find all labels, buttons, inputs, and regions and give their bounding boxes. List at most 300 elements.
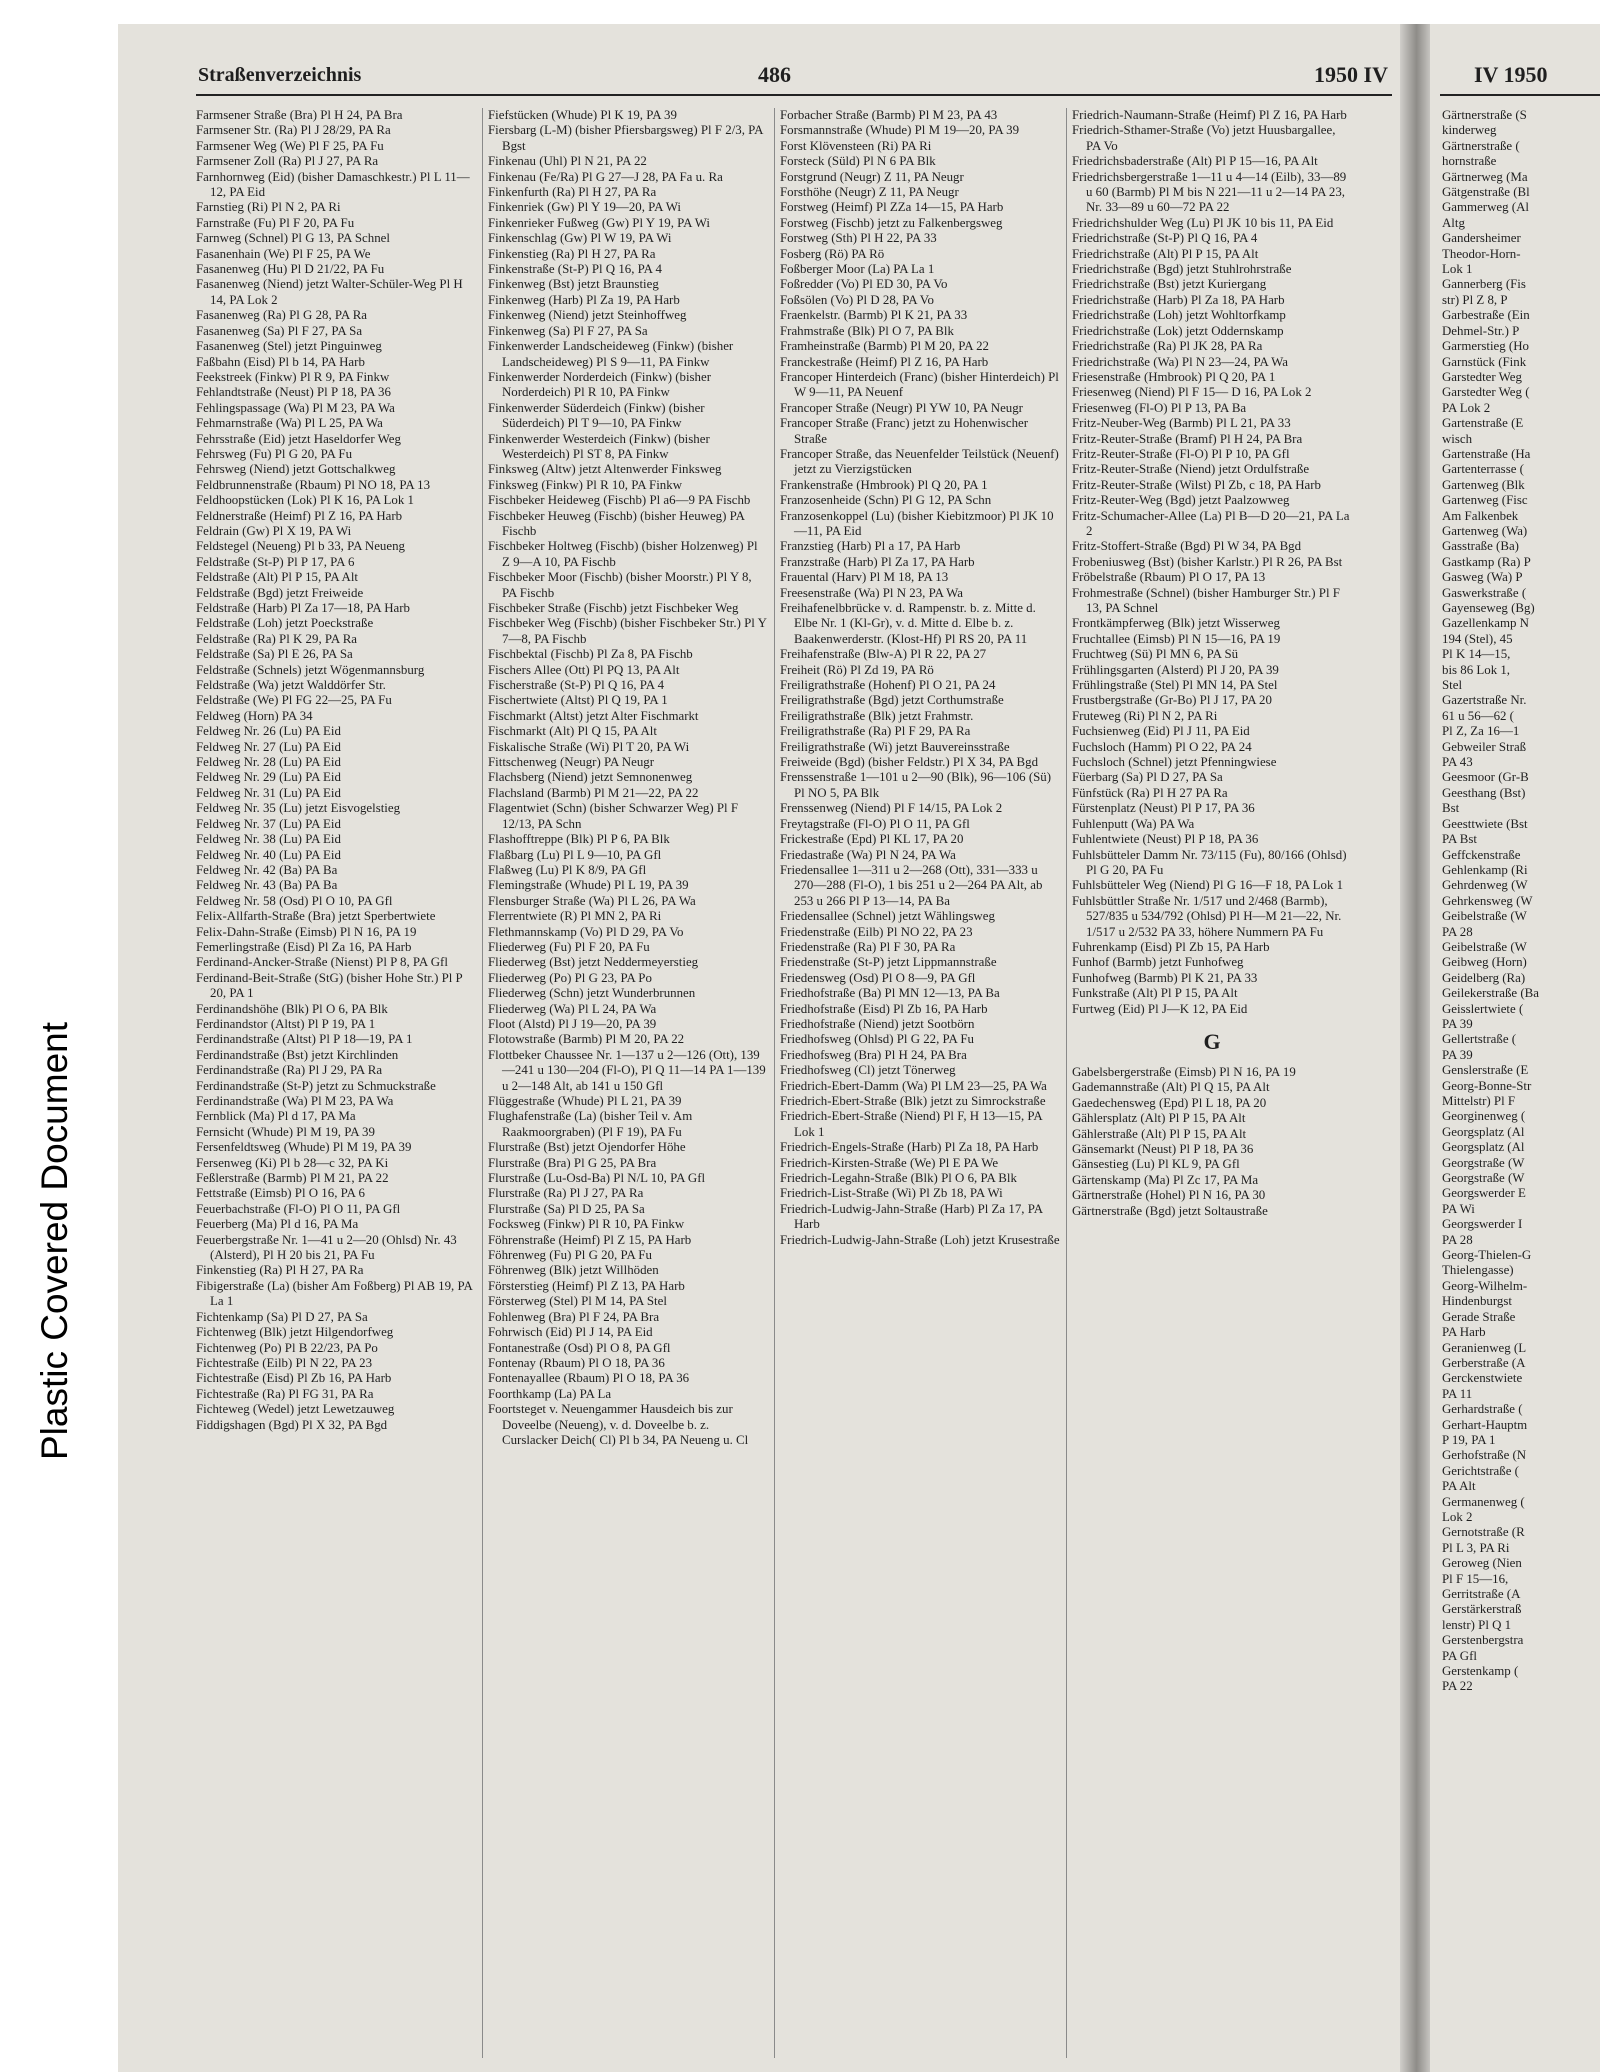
street-entry: Geisslertwiete (: [1442, 1001, 1524, 1016]
street-entry: Georg-Wilhelm-: [1442, 1278, 1528, 1293]
street-entry: Flachsberg (Niend) jetzt Semnonenweg: [488, 770, 693, 785]
street-entry: Friedrichsbergerstraße 1—11 u 4—14 (Eilb), 33—89 u 60 (Barmb) Pl M bis N 221—11 u 2—14 PA 23, Nr. 33—89 u 60—72 PA 22: [1072, 169, 1347, 215]
street-entry: Pl Z, Za 16—1: [1442, 724, 1520, 739]
street-entry: Georgstraße (W: [1442, 1155, 1525, 1170]
street-entry: Floot (Alstd) Pl J 19—20, PA 39: [488, 1016, 657, 1031]
street-entry: Gaedechensweg (Epd) Pl L 18, PA 20: [1072, 1095, 1267, 1110]
street-entry: Fruchtallee (Eimsb) Pl N 15—16, PA 19: [1072, 631, 1281, 646]
street-entry: Freytagstraße (Fl-O) Pl O 11, PA Gfl: [780, 816, 970, 831]
street-entry: Gerade Straße: [1442, 1309, 1516, 1324]
street-entry: Gazellenkamp N: [1442, 616, 1529, 631]
street-entry: Fischmarkt (Altst) jetzt Alter Fischmarkt: [488, 708, 699, 723]
right-header-rule: [1440, 94, 1600, 96]
street-entry: Flerrentwiete (R) Pl MN 2, PA Ri: [488, 909, 662, 924]
street-entry: Fritz-Reuter-Straße (Wilst) Pl Zb, c 18, PA Harb: [1072, 477, 1321, 492]
street-entry: Geidelberg (Ra): [1442, 970, 1526, 985]
street-entry: Gerritstraße (A: [1442, 1587, 1521, 1601]
street-entry: 194 (Stel), 45: [1442, 631, 1513, 646]
street-entry: Ferdinandstraße (Bst) jetzt Kirchlinden: [196, 1047, 399, 1062]
street-entry: Flashofftreppe (Blk) Pl P 6, PA Blk: [488, 832, 670, 847]
street-entry: PA Harb: [1442, 1325, 1486, 1340]
page-number: 486: [758, 62, 791, 87]
street-entry: Farmsener Straße (Bra) Pl H 24, PA Bra: [196, 108, 403, 122]
street-entry: Fuchsloch (Hamm) Pl O 22, PA 24: [1072, 739, 1252, 754]
street-entry: Finkenwerder Süderdeich (Finkw) (bisher Süderdeich) Pl T 9—10, PA Finkw: [488, 400, 705, 431]
street-entry: Fasanenweg (Stel) jetzt Pinguinweg: [196, 339, 382, 354]
street-entry: Fibigerstraße (La) (bisher Am Foßberg) Pl AB 19, PA La 1: [196, 1278, 473, 1309]
street-entry: Feldweg Nr. 42 (Ba) PA Ba: [196, 862, 338, 877]
street-entry: Genslerstraße (E: [1442, 1063, 1529, 1078]
street-entry: Feuerbergstraße Nr. 1—41 u 2—20 (Ohlsd) Nr. 43 (Alsterd), Pl H 20 bis 21, PA Fu: [196, 1232, 457, 1263]
street-entry: Fuhlentwiete (Neust) Pl P 18, PA 36: [1072, 832, 1259, 847]
street-entry: Fasanenweg (Ra) Pl G 28, PA Ra: [196, 308, 368, 323]
street-entry: Franzosenheide (Schn) Pl G 12, PA Schn: [780, 493, 992, 508]
street-entry: Freiligrathstraße (Blk) jetzt Frahmstr.: [780, 708, 974, 723]
street-entry: Friedrichstraße (Ra) Pl JK 28, PA Ra: [1072, 339, 1263, 354]
street-entry: Finkenfurth (Ra) Pl H 27, PA Ra: [488, 185, 657, 200]
street-entry: Stel: [1442, 678, 1463, 693]
street-entry: Fritz-Reuter-Straße (Niend) jetzt Ordulfstraße: [1072, 462, 1310, 477]
street-entry: Gasweg (Wa) P: [1442, 570, 1523, 585]
street-entry: Gannerberg (Fis: [1442, 277, 1526, 292]
street-entry: Furtweg (Eid) Pl J—K 12, PA Eid: [1072, 1001, 1248, 1016]
street-entry: Füerbarg (Sa) Pl D 27, PA Sa: [1072, 770, 1223, 785]
street-entry: Feldstraße (St-P) Pl P 17, PA 6: [196, 554, 355, 569]
street-entry: Frenssenstraße 1—101 u 2—90 (Blk), 96—106 (Sü) Pl NO 5, PA Blk: [780, 770, 1052, 800]
street-entry: Foßberger Moor (La) PA La 1: [780, 262, 935, 277]
street-entry: wisch: [1442, 431, 1473, 446]
street-entry: Fiskalische Straße (Wi) Pl T 20, PA Wi: [488, 739, 690, 754]
street-entry: PA Wi: [1442, 1201, 1475, 1216]
street-entry: Gazertstraße Nr.: [1442, 693, 1527, 708]
right-page-column: [1442, 108, 1600, 1695]
street-entry: Friedrichstraße (Harb) Pl Za 18, PA Harb: [1072, 292, 1285, 307]
street-entry: Fischbeker Straße (Fischb) jetzt Fischbeker Weg: [488, 601, 739, 615]
street-entry: Finkenschlag (Gw) Pl W 19, PA Wi: [488, 231, 672, 246]
street-entry: Geroweg (Nien: [1442, 1556, 1522, 1571]
right-page-header: IV 1950: [1474, 62, 1548, 87]
street-entry: Friedrichstraße (Lok) jetzt Oddernskamp: [1072, 323, 1284, 338]
street-entry: Flüggestraße (Whude) Pl L 21, PA 39: [488, 1094, 682, 1108]
street-entry: Feldhoopstücken (Lok) Pl K 16, PA Lok 1: [196, 493, 414, 508]
street-entry: Friedrich-Ludwig-Jahn-Straße (Loh) jetzt Krusestraße: [780, 1232, 1060, 1247]
street-entry: PA 39: [1442, 1016, 1473, 1031]
street-entry: Feldweg Nr. 29 (Lu) PA Eid: [196, 770, 341, 785]
street-entry: Friedhofstraße (Eisd) Pl Zb 16, PA Harb: [780, 1001, 988, 1016]
street-entry: Focksweg (Finkw) Pl R 10, PA Finkw: [488, 1217, 685, 1232]
street-entry: Finkenau (Uhl) Pl N 21, PA 22: [488, 154, 647, 169]
street-entry: PA Alt: [1442, 1479, 1476, 1494]
street-entry: Fontenay (Rbaum) Pl O 18, PA 36: [488, 1355, 665, 1370]
street-entry: Georg-Thielen-G: [1442, 1248, 1532, 1263]
street-entry: Garnstück (Fink: [1442, 354, 1527, 369]
street-entry: Garstedter Weg: [1442, 369, 1522, 384]
street-entry: PA Bst: [1442, 832, 1478, 847]
street-entry: Friedrichstraße (St-P) Pl Q 16, PA 4: [1072, 231, 1258, 246]
street-entry: Freiheit (Rö) Pl Zd 19, PA Rö: [780, 662, 934, 677]
street-entry: Fürstenplatz (Neust) Pl P 17, PA 36: [1072, 801, 1255, 816]
street-entry: Flurstraße (Sa) Pl D 25, PA Sa: [488, 1201, 645, 1216]
street-entry: Friedrich-Ebert-Damm (Wa) Pl LM 23—25, PA Wa: [780, 1078, 1047, 1093]
street-entry: Friedenstraße (Eilb) Pl NO 22, PA 23: [780, 924, 973, 939]
street-entry: Gaswerkstraße (: [1442, 585, 1527, 600]
street-entry: Forstweg (Sth) Pl H 22, PA 33: [780, 231, 937, 246]
street-entry: Foßsölen (Vo) Pl D 28, PA Vo: [780, 292, 934, 307]
street-entry: Feldstraße (Ra) Pl K 29, PA Ra: [196, 631, 358, 646]
street-entry: Ferdinandstraße (Altst) Pl P 18—19, PA 1: [196, 1032, 413, 1047]
street-entry: Forst Klövensteen (Ri) PA Ri: [780, 138, 932, 153]
street-entry: Forsteck (Süld) Pl N 6 PA Blk: [780, 154, 936, 169]
street-entry: Fehrsweg (Fu) Pl G 20, PA Fu: [196, 446, 353, 461]
street-entry: Finkenweg (Bst) jetzt Braunstieg: [488, 277, 659, 292]
street-entry: Fliederweg (Schn) jetzt Wunderbrunnen: [488, 986, 696, 1001]
street-entry: Georgsplatz (Al: [1442, 1140, 1525, 1155]
street-entry: Friedrich-Engels-Straße (Harb) Pl Za 18, PA Harb: [780, 1140, 1039, 1155]
street-entry: Feldstraße (Schnels) jetzt Wögenmannsburg: [196, 662, 425, 677]
street-entry: lenstr) Pl Q 1: [1442, 1617, 1512, 1632]
directory-column-3: [780, 108, 1060, 2058]
street-entry: Friedhofsweg (Bra) Pl H 24, PA Bra: [780, 1047, 967, 1062]
street-entry: Georginenweg (: [1442, 1109, 1526, 1124]
street-entry: PA 43: [1442, 755, 1473, 770]
street-entry: Fehlingspassage (Wa) Pl M 23, PA Wa: [196, 400, 395, 415]
street-entry: Feldstraße (Bgd) jetzt Freiweide: [196, 585, 364, 600]
street-entry: Frobeniusweg (Bst) (bisher Karlstr.) Pl R 26, PA Bst: [1072, 554, 1343, 569]
street-entry: Flaßweg (Lu) Pl K 8/9, PA Gfl: [488, 862, 647, 877]
street-entry: Friesenweg (Fl-O) Pl P 13, PA Ba: [1072, 400, 1247, 415]
header-year: 1950 IV: [1314, 62, 1388, 87]
street-entry: Fehlandtstraße (Neust) Pl P 18, PA 36: [196, 385, 391, 400]
street-entry: Felix-Dahn-Straße (Eimsb) Pl N 16, PA 19: [196, 924, 417, 939]
street-entry: Am Falkenbek: [1442, 508, 1519, 523]
street-entry: Frauental (Harv) Pl M 18, PA 13: [780, 570, 949, 585]
street-entry: Feldstraße (Alt) Pl P 15, PA Alt: [196, 570, 358, 585]
street-entry: Geibweg (Horn): [1442, 955, 1527, 970]
street-entry: Fliederweg (Wa) Pl L 24, PA Wa: [488, 1001, 657, 1016]
street-entry: Funkstraße (Alt) Pl P 15, PA Alt: [1072, 986, 1238, 1001]
street-entry: Farmsener Zoll (Ra) Pl J 27, PA Ra: [196, 154, 379, 169]
street-entry: Gasstraße (Ba): [1442, 539, 1519, 554]
street-entry: Forbacher Straße (Barmb) Pl M 23, PA 43: [780, 108, 998, 122]
street-entry: Theodor-Horn-: [1442, 246, 1521, 261]
street-entry: Friedrich-Ebert-Straße (Niend) Pl F, H 13—15, PA Lok 1: [780, 1109, 1043, 1139]
street-entry: Friesenweg (Niend) Pl F 15— D 16, PA Lok 2: [1072, 385, 1312, 400]
street-entry: Gerstenkamp (: [1442, 1664, 1519, 1679]
street-entry: Fraenkelstr. (Barmb) Pl K 21, PA 33: [780, 308, 968, 323]
street-entry: Ferdinand-Beit-Straße (StG) (bisher Hohe Str.) Pl P 20, PA 1: [196, 970, 463, 1001]
street-entry: Gellertstraße (: [1442, 1032, 1517, 1047]
street-entry: Feßlerstraße (Barmb) Pl M 21, PA 22: [196, 1171, 389, 1186]
street-entry: Friedensweg (Osd) Pl O 8—9, PA Gfl: [780, 970, 976, 985]
street-entry: Finkenstieg (Ra) Pl H 27, PA Ra: [488, 246, 656, 261]
street-entry: Friedensallee 1—311 u 2—268 (Ott), 331—333 u 270—288 (Fl-O), 1 bis 251 u 2—264 PA Alt, ab 253 u 266 Pl P 13—14, PA Ba: [780, 862, 1043, 908]
street-entry: Pl F 15—16,: [1442, 1571, 1509, 1586]
street-entry: Fehrsweg (Niend) jetzt Gottschalkweg: [196, 462, 396, 477]
street-entry: Fritz-Stoffert-Straße (Bgd) Pl W 34, PA Bgd: [1072, 539, 1302, 554]
street-entry: Freiligrathstraße (Ra) Pl F 29, PA Ra: [780, 724, 971, 739]
street-entry: Feuerberg (Ma) Pl d 16, PA Ma: [196, 1217, 359, 1232]
street-entry: Feldweg Nr. 38 (Lu) PA Eid: [196, 832, 341, 847]
street-entry: Framheinstraße (Barmb) Pl M 20, PA 22: [780, 339, 989, 354]
street-entry: Gerichtstraße (: [1442, 1463, 1519, 1478]
street-entry: Geesttwiete (Bst: [1442, 816, 1528, 831]
street-entry: Friedenstraße (Ra) Pl F 30, PA Ra: [780, 939, 956, 954]
street-entry: Fischbeker Heideweg (Fischb) Pl a6—9 PA Fischb: [488, 493, 751, 508]
street-entry: Friedrich-Naumann-Straße (Heimf) Pl Z 16, PA Harb: [1072, 108, 1347, 122]
directory-column-4: [1072, 108, 1352, 2058]
street-entry: Georgswerder E: [1442, 1186, 1526, 1201]
street-entry: Gebweiler Straß: [1442, 739, 1527, 754]
street-entry: Fichtenweg (Blk) jetzt Hilgendorfweg: [196, 1325, 394, 1340]
street-entry: Garbestraße (Ein: [1442, 308, 1530, 323]
street-entry: Mittelstr) Pl F: [1442, 1094, 1516, 1108]
street-entry: Georgstraße (W: [1442, 1171, 1525, 1186]
street-entry: Gastkamp (Ra) P: [1442, 554, 1531, 569]
street-entry: Franzstraße (Harb) Pl Za 17, PA Harb: [780, 554, 975, 569]
street-entry: Fünfstück (Ra) Pl H 27 PA Ra: [1072, 785, 1228, 800]
street-entry: Fischbeker Heuweg (Fischb) (bisher Heuweg) PA Fischb: [488, 508, 745, 538]
street-entry: Gernotstraße (R: [1442, 1525, 1525, 1540]
street-entry: Fichtestraße (Eisd) Pl Zb 16, PA Harb: [196, 1371, 392, 1386]
street-entry: Flottbeker Chaussee Nr. 1—137 u 2—126 (Ott), 139—241 u 130—204 (Fl-O), Pl Q 11—14 PA 1—139 u 2—148 Alt, ab 141 u 150 Gfl: [488, 1047, 766, 1093]
street-entry: Fuhlenputt (Wa) PA Wa: [1072, 816, 1195, 831]
street-entry: Freiligrathstraße (Wi) jetzt Bauvereinsstraße: [780, 739, 1010, 754]
street-entry: Fittschenweg (Neugr) PA Neugr: [488, 755, 655, 770]
street-entry: Friedrichstraße (Bgd) jetzt Stuhlrohrstraße: [1072, 262, 1292, 277]
street-entry: Forstgrund (Neugr) Z 11, PA Neugr: [780, 169, 964, 184]
street-entry: Fischbeker Weg (Fischb) (bisher Fischbeker Str.) Pl Y 7—8, PA Fischb: [488, 616, 767, 646]
street-entry: Germanenweg (: [1442, 1494, 1525, 1509]
street-entry: Fichtestraße (Ra) Pl FG 31, PA Ra: [196, 1386, 374, 1401]
street-entry: Franzosenkoppel (Lu) (bisher Kiebitzmoor) Pl JK 10—11, PA Eid: [780, 508, 1054, 538]
street-entry: Fiddigshagen (Bgd) Pl X 32, PA Bgd: [196, 1417, 388, 1432]
street-entry: Feekstreek (Finkw) Pl R 9, PA Finkw: [196, 369, 390, 384]
street-entry: 61 u 56—62 (: [1442, 708, 1514, 723]
header-title: Straßenverzeichnis: [198, 64, 362, 86]
street-entry: Fasanenhain (We) Pl F 25, PA We: [196, 246, 371, 261]
street-entry: Fruteweg (Ri) Pl N 2, PA Ri: [1072, 708, 1218, 723]
street-entry: Friedhofstraße (Niend) jetzt Sootbörn: [780, 1016, 975, 1031]
street-entry: Gartenweg (Blk: [1442, 477, 1525, 492]
street-entry: Gänsestieg (Lu) Pl KL 9, PA Gfl: [1072, 1157, 1240, 1172]
street-entry: Ferdinandstraße (Wa) Pl M 23, PA Wa: [196, 1094, 394, 1108]
street-entry: Fichteweg (Wedel) jetzt Lewetzauweg: [196, 1402, 395, 1417]
street-entry: Freihafenelbbrücke v. d. Rampenstr. b. z. Mitte d. Elbe Nr. 1 (Kl-Gr), v. d. Mitte d. Elbe b. z. Baakenwerderstr. (Klost-Hf) Pl RS 20, PA 11: [780, 601, 1036, 646]
street-entry: Feldstraße (Loh) jetzt Poeckstraße: [196, 616, 374, 631]
street-entry: Feuerbachstraße (Fl-O) Pl O 11, PA Gfl: [196, 1201, 401, 1216]
street-entry: Frenssenweg (Niend) Pl F 14/15, PA Lok 2: [780, 801, 1003, 816]
street-entry: kinderweg: [1442, 123, 1497, 138]
street-entry: Georgswerder I: [1442, 1217, 1523, 1232]
street-entry: Fichtenkamp (Sa) Pl D 27, PA Sa: [196, 1309, 368, 1324]
street-entry: Feldrain (Gw) Pl X 19, PA Wi: [196, 523, 352, 538]
street-entry: Friedhofstraße (Ba) Pl MN 12—13, PA Ba: [780, 986, 1000, 1001]
street-entry: Feldstraße (Sa) Pl E 26, PA Sa: [196, 647, 353, 662]
street-entry: Ferdinandstraße (St-P) jetzt zu Schmuckstraße: [196, 1078, 436, 1093]
plastic-covered-label: Plastic Covered Document: [34, 1021, 75, 1460]
street-entry: Feldweg Nr. 28 (Lu) PA Eid: [196, 755, 341, 770]
street-entry: Gerstärkerstraß: [1442, 1602, 1522, 1617]
street-entry: Feldweg Nr. 40 (Lu) PA Eid: [196, 847, 341, 862]
street-entry: Feldnerstraße (Heimf) Pl Z 16, PA Harb: [196, 508, 403, 523]
street-entry: Geesmoor (Gr-B: [1442, 770, 1529, 785]
street-entry: Pl K 14—15,: [1442, 647, 1511, 662]
column-divider: [774, 108, 775, 2058]
street-entry: Geranienweg (L: [1442, 1340, 1527, 1355]
street-entry: Fruchtweg (Sü) Pl MN 6, PA Sü: [1072, 647, 1239, 662]
street-entry: Fuchsloch (Schnel) jetzt Pfenningwiese: [1072, 755, 1277, 770]
street-entry: Garstedter Weg (: [1442, 385, 1530, 400]
street-entry: Farnhornweg (Eid) (bisher Damaschkestr.) Pl L 11—12, PA Eid: [196, 169, 470, 200]
street-entry: Farmsener Weg (We) Pl F 25, PA Fu: [196, 138, 384, 153]
street-entry: Fernblick (Ma) Pl d 17, PA Ma: [196, 1109, 356, 1124]
street-entry: Georg-Bonne-Str: [1442, 1078, 1532, 1093]
street-entry: Fasanenweg (Sa) Pl F 27, PA Sa: [196, 323, 363, 338]
street-entry: Gammerweg (Al: [1442, 200, 1529, 215]
street-entry: Fischerstraße (St-P) Pl Q 16, PA 4: [488, 678, 665, 693]
street-entry: Franzstieg (Harb) Pl a 17, PA Harb: [780, 539, 961, 554]
street-entry: Flurstraße (Bra) Pl G 25, PA Bra: [488, 1155, 657, 1170]
street-entry: Föhrenweg (Blk) jetzt Willhöden: [488, 1263, 659, 1278]
left-margin: [0, 0, 118, 2072]
street-entry: Gerstenbergstra: [1442, 1633, 1524, 1648]
street-entry: Fuhlsbütteler Damm Nr. 73/115 (Fu), 80/166 (Ohlsd) Pl G 20, PA Fu: [1072, 847, 1347, 877]
street-entry: Ferdinandstor (Altst) Pl P 19, PA 1: [196, 1016, 376, 1031]
street-entry: Feldbrunnenstraße (Rbaum) Pl NO 18, PA 13: [196, 477, 431, 492]
street-entry: Friedrichstraße (Bst) jetzt Kuriergang: [1072, 277, 1267, 292]
street-entry: Farnweg (Schnel) Pl G 13, PA Schnel: [196, 231, 390, 246]
street-entry: Geibelstraße (W: [1442, 909, 1527, 924]
street-entry: Feldweg Nr. 43 (Ba) PA Ba: [196, 878, 338, 893]
street-entry: Friedenstraße (St-P) jetzt Lippmannstraße: [780, 955, 997, 970]
street-entry: Feldweg Nr. 27 (Lu) PA Eid: [196, 739, 341, 754]
street-entry: Frankenstraße (Hmbrook) Pl Q 20, PA 1: [780, 477, 988, 492]
section-letter-heading: G: [1203, 1028, 1221, 1054]
street-entry: Geesthang (Bst): [1442, 785, 1526, 800]
street-entry: Feldweg Nr. 26 (Lu) PA Eid: [196, 724, 341, 739]
street-entry: Friedrich-Sthamer-Straße (Vo) jetzt Huusbargallee, PA Vo: [1072, 123, 1336, 153]
street-entry: Fiersbarg (L-M) (bisher Pfiersbargsweg) Pl F 2/3, PA Bgst: [488, 123, 763, 153]
street-entry: Finkenweg (Niend) jetzt Steinhoffweg: [488, 308, 687, 323]
street-entry: Gerhart-Hauptm: [1442, 1417, 1528, 1432]
street-entry: Fuhlsbütteler Weg (Niend) Pl G 16—F 18, PA Lok 1: [1072, 878, 1344, 893]
street-entry: Gärtnerstraße (S: [1442, 108, 1527, 122]
street-entry: Gartenterrasse (: [1442, 462, 1524, 477]
street-entry: Farnstraße (Fu) Pl F 20, PA Fu: [196, 215, 355, 230]
street-entry: Feldstegel (Neueng) Pl b 33, PA Neueng: [196, 539, 405, 554]
street-entry: Flurstraße (Bst) jetzt Ojendorfer Höhe: [488, 1140, 686, 1155]
street-entry: Gärtnerstraße (Hohel) Pl N 16, PA 30: [1072, 1188, 1266, 1203]
street-entry: Fuchsienweg (Eid) Pl J 11, PA Eid: [1072, 724, 1250, 739]
street-entry: Friedrich-List-Straße (Wi) Pl Zb 18, PA Wi: [780, 1186, 1003, 1201]
street-entry: Finkenwerder Norderdeich (Finkw) (bisher Norderdeich) Pl R 10, PA Finkw: [488, 369, 712, 400]
street-entry: Friedastraße (Wa) Pl N 24, PA Wa: [780, 847, 956, 862]
street-entry: Gademannstraße (Alt) Pl Q 15, PA Alt: [1072, 1080, 1270, 1095]
street-entry: Friedrich-Ebert-Straße (Blk) jetzt zu Simrockstraße: [780, 1094, 1046, 1108]
street-entry: Funhof (Barmb) jetzt Funhofweg: [1072, 955, 1244, 970]
street-entry: Finkenweg (Harb) Pl Za 19, PA Harb: [488, 292, 680, 307]
street-entry: Freiweide (Bgd) (bisher Feldstr.) Pl X 34, PA Bgd: [780, 755, 1039, 770]
street-entry: Hindenburgst: [1442, 1294, 1512, 1309]
street-entry: Geffckenstraße: [1442, 847, 1521, 862]
street-entry: Gählersplatz (Alt) Pl P 15, PA Alt: [1072, 1111, 1246, 1126]
street-entry: hornstraße: [1442, 154, 1497, 169]
street-entry: Foorthkamp (La) PA La: [488, 1386, 612, 1401]
street-entry: Fischers Allee (Ott) Pl PQ 13, PA Alt: [488, 662, 680, 677]
street-entry: Fritz-Neuber-Weg (Barmb) Pl L 21, PA 33: [1072, 416, 1291, 431]
street-entry: Ferdinandstraße (Ra) Pl J 29, PA Ra: [196, 1063, 383, 1078]
street-entry: Funhofweg (Barmb) Pl K 21, PA 33: [1072, 970, 1258, 985]
street-entry: Feldweg (Horn) PA 34: [196, 708, 313, 723]
street-entry: Friedhofsweg (Ohlsd) Pl G 22, PA Fu: [780, 1032, 974, 1047]
street-entry: Flagentwiet (Schn) (bisher Schwarzer Weg) Pl F 12/13, PA Schn: [488, 801, 739, 831]
street-entry: Fischbeker Moor (Fischb) (bisher Moorstr.) Pl Y 8, PA Fischb: [488, 570, 752, 600]
street-entry: PA 11: [1442, 1386, 1473, 1401]
street-entry: Friedrich-Ludwig-Jahn-Straße (Harb) Pl Za 17, PA Harb: [780, 1201, 1043, 1232]
street-entry: Fichtenweg (Po) Pl B 22/23, PA Po: [196, 1340, 378, 1355]
street-entry: Föhrenweg (Fu) Pl G 20, PA Fu: [488, 1248, 652, 1263]
street-entry: Fehrsstraße (Eid) jetzt Haseldorfer Weg: [196, 431, 401, 446]
street-entry: Gerhofstraße (N: [1442, 1448, 1527, 1463]
street-entry: Flurstraße (Ra) Pl J 27, PA Ra: [488, 1186, 644, 1201]
street-entry: Finkenstieg (Ra) Pl H 27, PA Ra: [196, 1263, 364, 1278]
street-entry: Friedrichstraße (Wa) Pl N 23—24, PA Wa: [1072, 354, 1288, 369]
street-entry: Fohlenweg (Bra) Pl F 24, PA Bra: [488, 1309, 660, 1324]
street-entry: Fichtestraße (Eilb) Pl N 22, PA 23: [196, 1355, 373, 1370]
street-entry: PA 28: [1442, 1232, 1473, 1247]
street-entry: Gerhardstraße (: [1442, 1402, 1523, 1417]
street-entry: Forstweg (Heimf) Pl ZZa 14—15, PA Harb: [780, 200, 1004, 215]
street-entry: Frühlingsgarten (Alsterd) Pl J 20, PA 39: [1072, 662, 1279, 677]
street-entry: Georgsplatz (Al: [1442, 1124, 1525, 1139]
street-entry: PA 39: [1442, 1047, 1473, 1062]
street-entry: Freiligrathstraße (Hohenf) Pl O 21, PA 24: [780, 678, 996, 693]
street-entry: Fontanestraße (Osd) Pl O 8, PA Gfl: [488, 1340, 671, 1355]
street-entry: Gärtnerstraße (Bgd) jetzt Soltaustraße: [1072, 1203, 1268, 1218]
street-entry: Fritz-Reuter-Weg (Bgd) jetzt Paalzowweg: [1072, 493, 1290, 508]
street-entry: Forsmannstraße (Whude) Pl M 19—20, PA 39: [780, 123, 1020, 138]
street-entry: Flughafenstraße (La) (bisher Teil v. Am Raakmoorgraben) (Pl F 19), PA Fu: [488, 1109, 693, 1139]
street-entry: Frahmstraße (Blk) Pl O 7, PA Blk: [780, 323, 954, 338]
street-entry: Fuhrenkamp (Eisd) Pl Zb 15, PA Harb: [1072, 939, 1270, 954]
street-entry: Gehlenkamp (Ri: [1442, 862, 1528, 877]
street-entry: Freihafenstraße (Blw-A) Pl R 22, PA 27: [780, 647, 987, 662]
street-entry: Freiligrathstraße (Bgd) jetzt Corthumstraße: [780, 693, 1004, 708]
street-entry: Friedrichstraße (Loh) jetzt Wohltorfkamp: [1072, 308, 1286, 323]
street-entry: Feldstraße (Wa) jetzt Walddörfer Str.: [196, 678, 386, 693]
street-entry: Feldstraße (Harb) Pl Za 17—18, PA Harb: [196, 601, 410, 615]
street-entry: Flaßbarg (Lu) Pl L 9—10, PA Gfl: [488, 847, 662, 862]
street-entry: str) Pl Z 8, P: [1442, 292, 1508, 307]
street-entry: Feldstraße (We) Pl FG 22—25, PA Fu: [196, 693, 392, 708]
street-entry: Bst: [1442, 801, 1460, 816]
street-entry: Finkenwerder Landscheideweg (Finkw) (bisher Landscheideweg) Pl S 9—11, PA Finkw: [488, 339, 734, 369]
street-entry: Francoper Hinterdeich (Franc) (bisher Hinterdeich) Pl W 9—11, PA Neuenf: [780, 369, 1059, 400]
street-entry: Flethmannskamp (Vo) Pl D 29, PA Vo: [488, 924, 684, 939]
street-entry: Feldweg Nr. 35 (Lu) jetzt Eisvogelstieg: [196, 801, 401, 816]
street-entry: Flurstraße (Lu-Osd-Ba) Pl N/L 10, PA Gfl: [488, 1171, 706, 1186]
column-divider: [1066, 108, 1067, 2058]
street-entry: Fosberg (Rö) PA Rö: [780, 246, 885, 261]
street-entry: Fröbelstraße (Rbaum) Pl O 17, PA 13: [1072, 570, 1266, 585]
street-entry: PA 22: [1442, 1679, 1473, 1694]
street-entry: Gartenstraße (Ha: [1442, 446, 1531, 461]
street-entry: Finkenrieker Fußweg (Gw) Pl Y 19, PA Wi: [488, 215, 710, 230]
street-entry: Farnstieg (Ri) Pl N 2, PA Ri: [196, 200, 341, 215]
street-entry: Fischertwiete (Altst) Pl Q 19, PA 1: [488, 693, 668, 708]
street-entry: PA Lok 2: [1442, 400, 1491, 415]
directory-column-2: [488, 108, 768, 2058]
